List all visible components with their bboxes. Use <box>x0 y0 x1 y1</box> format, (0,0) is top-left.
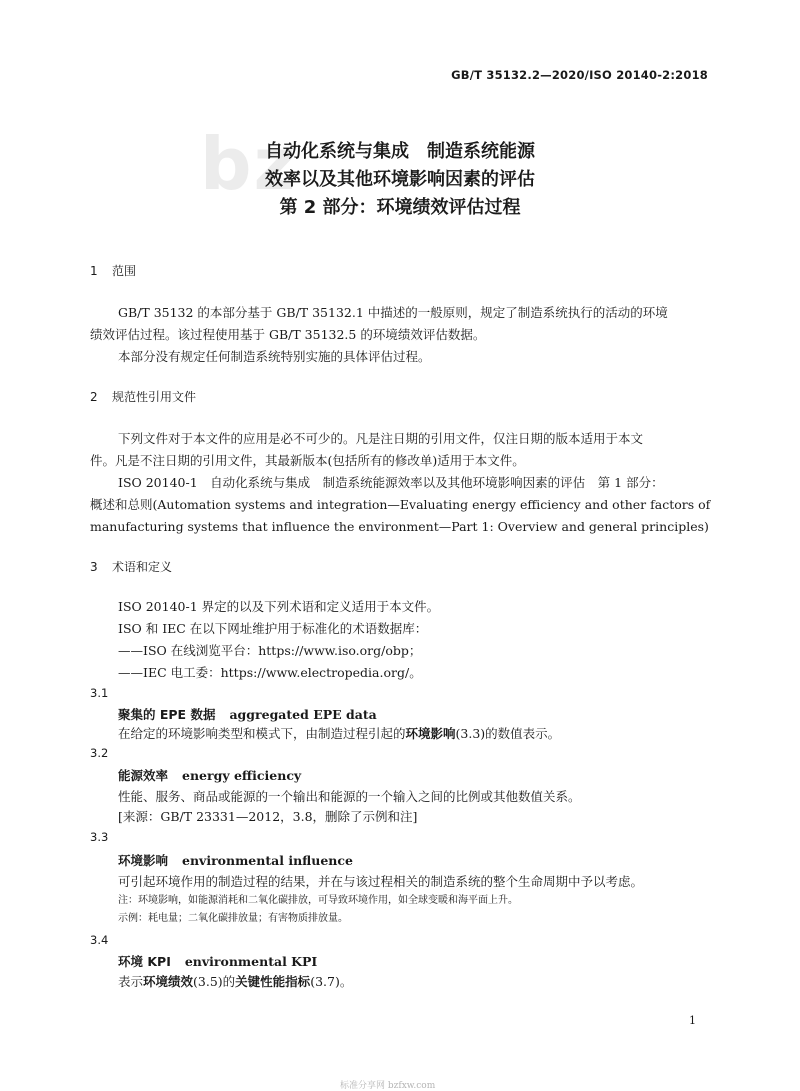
paragraph: 本部分没有规定任何制造系统特别实施的具体评估过程。 <box>118 349 431 364</box>
term-definition: 可引起环境作用的制造过程的结果，并在与该过程相关的制造系统的整个生命周期中予以考虑。 <box>118 874 644 889</box>
section-number: 3 <box>90 560 98 574</box>
standard-code: GB/T 35132.2—2020/ISO 20140-2:2018 <box>451 68 708 82</box>
title-line-2: 效率以及其他环境影响因素的评估 <box>265 169 535 190</box>
section-2-heading <box>90 388 196 405</box>
list-item: ——IEC 电工委：https://www.electropedia.org/。 <box>118 665 422 680</box>
section-number: 2 <box>90 390 98 404</box>
paragraph-line: 件。凡是不注日期的引用文件，其最新版本(包括所有的修改单)适用于本文件。 <box>90 453 525 468</box>
term-zh: 环境影响 <box>118 853 169 868</box>
section-title: 规范性引用文件 <box>112 390 197 404</box>
paragraph-line: 下列文件对于本文件的应用是必不可少的。凡是注日期的引用文件，仅注日期的版本适用于本文 <box>118 431 644 446</box>
section-3-heading <box>90 558 172 575</box>
term-definition <box>118 724 712 744</box>
term-reference: 环境影响 <box>405 726 456 741</box>
paragraph: ISO 和 IEC 在以下网址维护用于标准化的术语数据库： <box>118 621 428 636</box>
definition-text: 在给定的环境影响类型和模式下，由制造过程引起的 <box>118 726 406 741</box>
term-definition: 性能、服务、商品或能源的一个输出和能源的一个输入之间的比例或其他数值关系。 <box>118 789 581 804</box>
term-zh: 能源效率 <box>118 768 169 783</box>
definition-text: 表示 <box>118 974 144 989</box>
list-item: ——ISO 在线浏览平台：https://www.iso.org/obp； <box>118 643 422 658</box>
term-number: 3.1 <box>90 686 109 700</box>
document-title <box>0 138 800 222</box>
term-source: [来源：GB/T 23331—2012，3.8，删除了示例和注] <box>118 809 418 824</box>
term-heading <box>118 705 377 723</box>
term-number: 3.4 <box>90 933 109 947</box>
definition-text: (3.5)的 <box>193 974 236 989</box>
term-reference: 环境绩效 <box>143 974 194 989</box>
reference-line: ISO 20140-1 自动化系统与集成 制造系统能源效率以及其他环境影响因素的评估 第 1 部分： <box>118 475 664 490</box>
definition-text: (3.7)。 <box>310 974 353 989</box>
term-zh: 聚集的 EPE 数据 <box>118 707 216 722</box>
term-en: environmental influence <box>182 853 353 868</box>
paragraph-line: GB/T 35132 的本部分基于 GB/T 35132.1 中描述的一般原则，规定了制造系统执行的活动的环境 <box>118 305 668 320</box>
title-line-3: 第 2 部分：环境绩效评估过程 <box>279 197 521 218</box>
term-heading <box>118 952 317 970</box>
section-title: 术语和定义 <box>112 560 173 574</box>
section-2-body <box>90 428 712 538</box>
term-zh: 环境 KPI <box>118 954 171 969</box>
title-line-1: 自动化系统与集成 制造系统能源 <box>265 141 535 162</box>
section-1-heading <box>90 262 136 279</box>
page-number: 1 <box>689 1014 696 1027</box>
term-note: 注：环境影响，如能源消耗和二氧化碳排放，可导致环境作用，如全球变暖和海平面上升。 <box>118 895 518 906</box>
term-en: energy efficiency <box>182 768 302 783</box>
paragraph: ISO 20140-1 界定的以及下列术语和定义适用于本文件。 <box>118 599 440 614</box>
section-1-body <box>90 302 712 368</box>
term-heading <box>118 851 353 869</box>
term-number: 3.2 <box>90 746 109 760</box>
term-en: aggregated EPE data <box>229 707 377 722</box>
term-example: 示例：耗电量；二氧化碳排放量；有害物质排放量。 <box>118 913 348 924</box>
reference-line: manufacturing systems that influence the environment—Part 1: Overview and general principles) <box>90 519 709 534</box>
footer-watermark: 标准分享网 bzfxw.com <box>340 1081 436 1091</box>
section-number: 1 <box>90 264 98 278</box>
section-title: 范围 <box>112 264 137 278</box>
watermark: bz <box>200 122 298 206</box>
term-heading <box>118 766 301 784</box>
term-reference: 关键性能指标 <box>235 974 311 989</box>
term-definition <box>118 972 712 992</box>
section-3-intro <box>90 596 712 684</box>
paragraph-line: 绩效评估过程。该过程使用基于 GB/T 35132.5 的环境绩效评估数据。 <box>90 327 486 342</box>
term-en: environmental KPI <box>184 954 318 969</box>
reference-line: 概述和总则(Automation systems and integration—Evaluating energy efficiency and other factors of <box>90 497 711 512</box>
term-number: 3.3 <box>90 830 109 844</box>
definition-text: (3.3)的数值表示。 <box>455 726 561 741</box>
